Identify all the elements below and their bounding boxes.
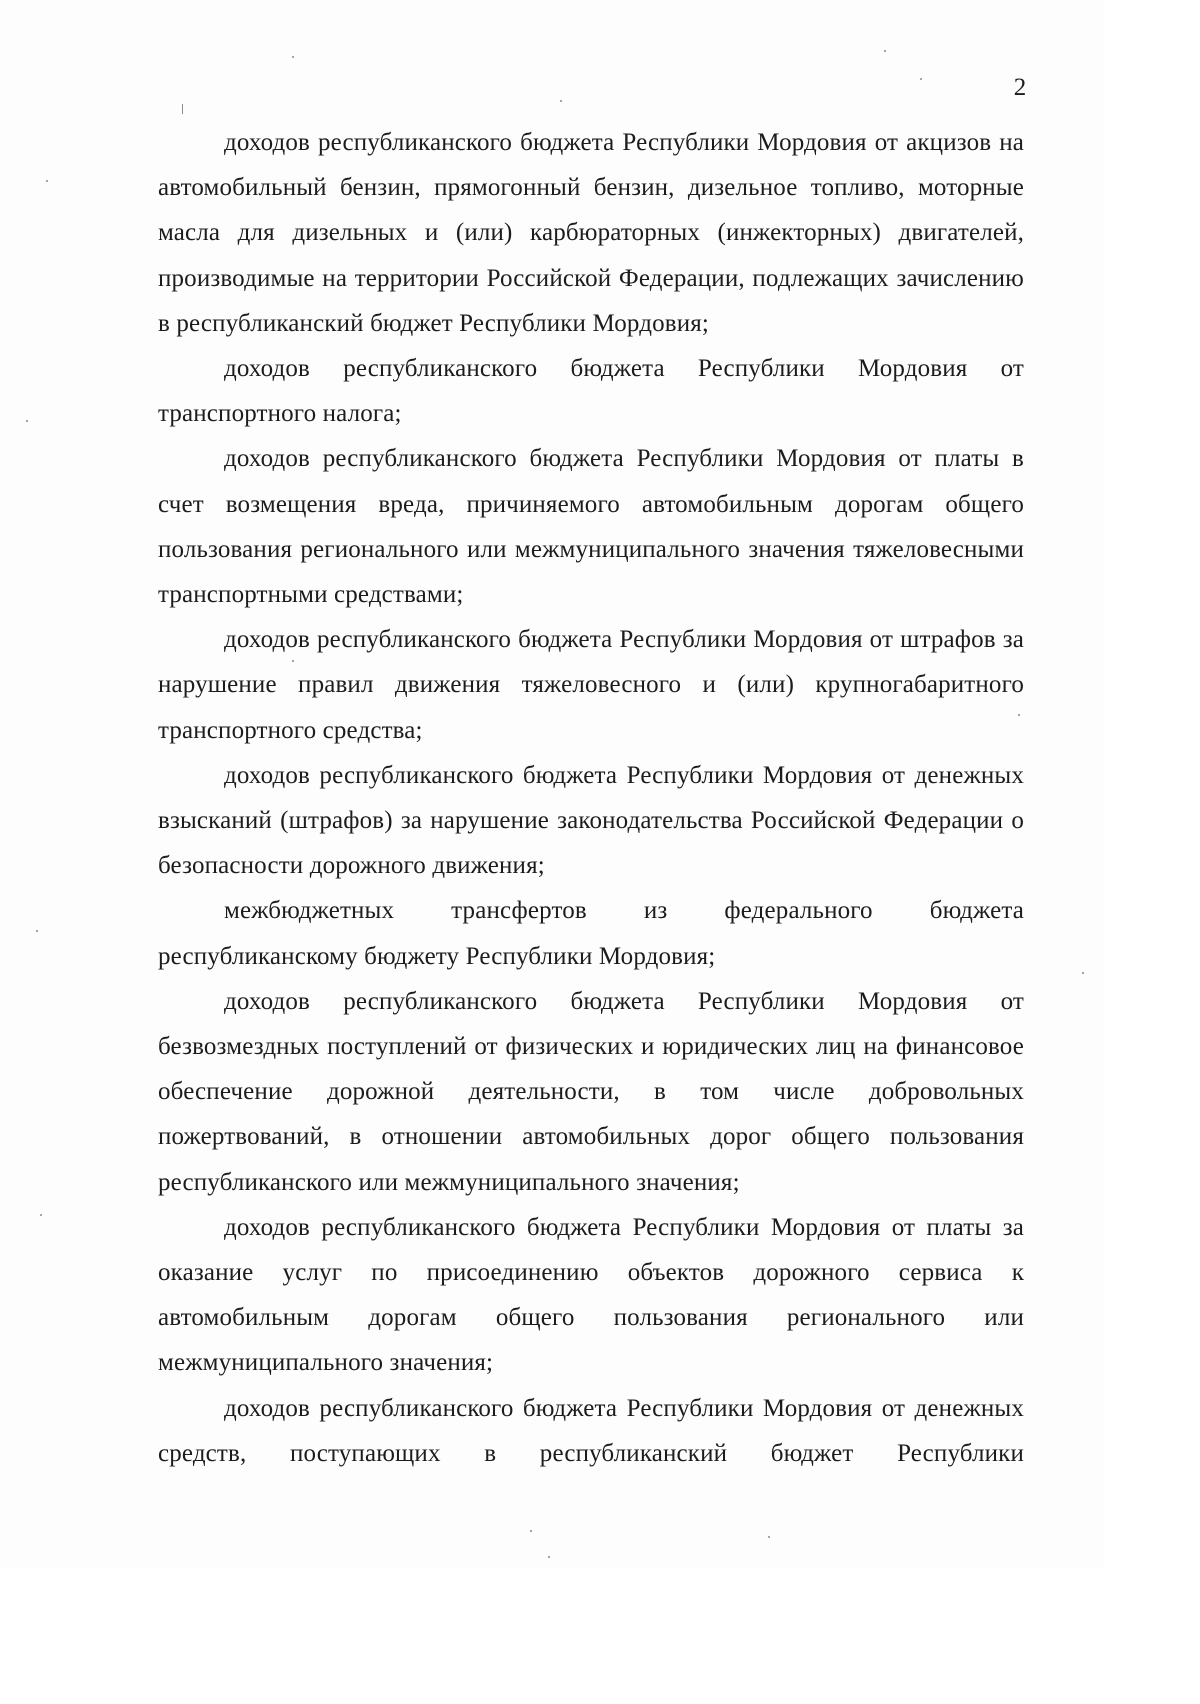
scan-speck [884, 50, 886, 52]
paragraph-heavy-vehicle-damage: доходов республиканского бюджета Республики Мордовия от платы в счет возмещения вреда, причиняемого автомобильным дорогам общего пользования регионального или межмуниципального значения тяжеловесными транспортными средствами; [158, 445, 1024, 609]
scan-speck [530, 1530, 532, 1532]
scan-speck [768, 1536, 770, 1538]
scan-speck [1018, 714, 1020, 716]
paragraph-donations: доходов республиканского бюджета Республики Мордовия от безвозмездных поступлений от физических и юридических лиц на финансовое обеспечение дорожной деятельности, в том числе добровольных пожертвований, в отношении автомобильных дорог общего пользования республиканского или межмуниципального значения; [158, 987, 1024, 1196]
scan-speck [292, 56, 294, 58]
scan-speck [1082, 972, 1084, 974]
paragraph-excise-revenue: доходов республиканского бюджета Республики Мордовия от акцизов на автомобильный бензин, прямогонный бензин, дизельное топливо, моторные масла для дизельных и (или) карбюраторных (инжекторных) двигателей, производимые на территории Российской Федерации, подлежащих зачислению в республиканский бюджет Республики Мордовия; [158, 129, 1024, 337]
scan-speck [46, 180, 48, 182]
page-number: 2 [1013, 74, 1027, 101]
scan-speck [182, 104, 183, 114]
scan-speck [292, 660, 294, 662]
scan-speck [548, 1556, 550, 1558]
paragraph-transport-tax: доходов республиканского бюджета Республики Мордовия от транспортного налога; [158, 355, 1024, 428]
paragraph-heavy-vehicle-fines: доходов республиканского бюджета Республики Мордовия от штрафов за нарушение правил движения тяжеловесного и (или) крупногабаритного транспортного средства; [158, 626, 1024, 744]
scan-speck [26, 420, 28, 422]
document-body [158, 120, 1024, 1476]
paragraph-road-safety-fines: доходов республиканского бюджета Республики Мордовия от денежных взысканий (штрафов) за нарушение законодательства Российской Федерации о безопасности дорожного движения; [158, 761, 1024, 880]
scan-speck [560, 100, 562, 102]
scan-speck [920, 78, 922, 80]
scan-speck [36, 930, 38, 932]
paragraph-incoming-funds: доходов республиканского бюджета Республики Мордовия от денежных средств, поступающих в республиканский бюджет Республики [158, 1394, 1024, 1467]
scan-speck [40, 1214, 42, 1216]
paragraph-roadside-service-fees: доходов республиканского бюджета Республики Мордовия от платы за оказание услуг по присоединению объектов дорожного сервиса к автомобильным дорогам общего пользования регионального или межмуниципального значения; [158, 1213, 1024, 1377]
paragraph-federal-transfers: межбюджетных трансфертов из федерального бюджета республиканскому бюджету Республики Мордовия; [158, 897, 1024, 970]
